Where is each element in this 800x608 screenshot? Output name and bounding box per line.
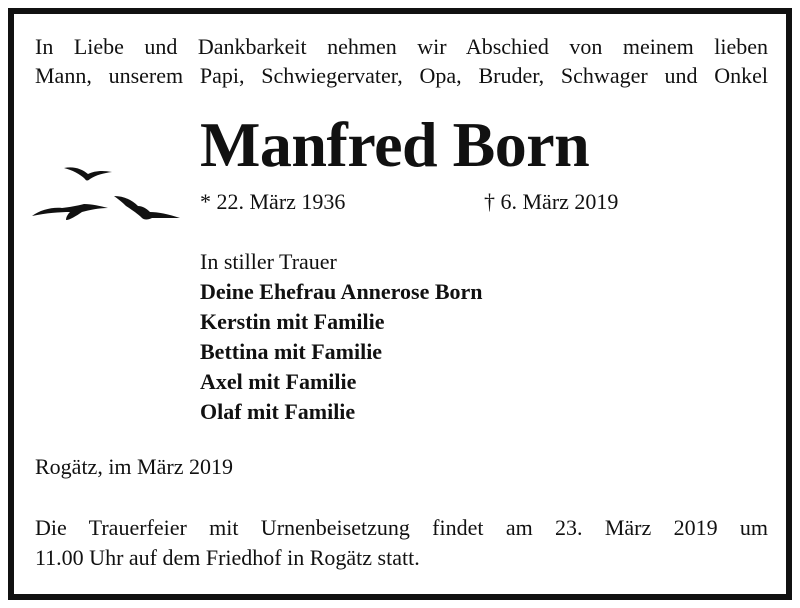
mourners-block (200, 247, 483, 427)
flying-birds-icon (28, 160, 188, 230)
mourner-name: Olaf mit Familie (200, 399, 356, 424)
funeral-info (35, 513, 768, 573)
mourner-name: Deine Ehefrau Annerose Born (200, 279, 483, 304)
place-date: Rogätz, im März 2019 (35, 454, 233, 479)
birth-date: * 22. März 1936 (200, 189, 346, 214)
intro-line: Mann, unserem Papi, Schwiegervater, Opa, Bruder, Schwager und Onkel (35, 63, 768, 88)
deceased-name: Manfred Born (200, 109, 590, 180)
mourning-lead: In stiller Trauer (200, 249, 337, 274)
death-date: † 6. März 2019 (484, 189, 619, 214)
bird-icon (114, 196, 180, 220)
intro-text (35, 32, 768, 90)
bird-icon (64, 167, 112, 180)
funeral-line: Die Trauerfeier mit Urnenbeisetzung findet am 23. März 2019 um (35, 515, 768, 540)
funeral-line: 11.00 Uhr auf dem Friedhof in Rogätz statt. (35, 545, 420, 570)
mourner-name: Axel mit Familie (200, 369, 357, 394)
intro-line: In Liebe und Dankbarkeit nehmen wir Abschied von meinem lieben (35, 34, 768, 59)
mourner-name: Bettina mit Familie (200, 339, 383, 364)
mourner-name: Kerstin mit Familie (200, 309, 385, 334)
bird-icon (32, 204, 108, 220)
